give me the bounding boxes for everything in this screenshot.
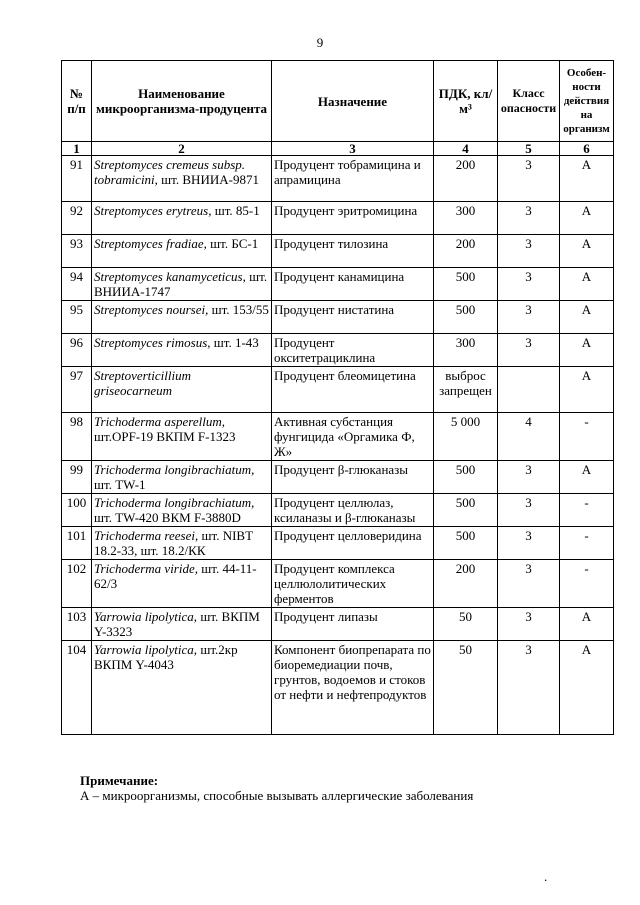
header-purpose: Назначение: [272, 61, 434, 142]
species-name: Streptomyces cremeus subsp. tobramicini,: [94, 157, 246, 187]
organism-name: [92, 494, 272, 527]
organism-name: [92, 301, 272, 334]
pdk-cell: 5 000: [434, 413, 498, 461]
row-number: 99: [62, 461, 92, 494]
pdk-cell: 500: [434, 527, 498, 560]
strain-id: шт. 44-11-62/3: [94, 561, 257, 591]
strain-id: шт. 85-1: [214, 203, 260, 218]
organism-name: [92, 235, 272, 268]
row-number: 97: [62, 367, 92, 413]
pdk-cell: выброс запрещен: [434, 367, 498, 413]
purpose-cell: Продуцент окситетрациклина: [272, 334, 434, 367]
organism-name: [92, 156, 272, 202]
class-cell: 3: [498, 156, 560, 202]
organism-name: [92, 268, 272, 301]
organism-name: [92, 527, 272, 560]
header-features: Особен-ности действия на организм: [560, 61, 614, 142]
feature-cell: -: [560, 527, 614, 560]
pdk-cell: 200: [434, 560, 498, 608]
organism-name: [92, 560, 272, 608]
pdk-cell: 500: [434, 461, 498, 494]
table-row: [62, 367, 614, 413]
table-row: [62, 268, 614, 301]
col-index: 4: [434, 142, 498, 156]
table-row: [62, 608, 614, 641]
table-row: [62, 301, 614, 334]
row-number: 94: [62, 268, 92, 301]
class-cell: 3: [498, 608, 560, 641]
species-name: Yarrowia lipolytica,: [94, 609, 198, 624]
purpose-cell: Продуцент канамицина: [272, 268, 434, 301]
table-row: [62, 413, 614, 461]
pdk-cell: 50: [434, 641, 498, 735]
purpose-cell: Продуцент целловеридина: [272, 527, 434, 560]
feature-cell: А: [560, 235, 614, 268]
organism-name: [92, 202, 272, 235]
strain-id: шт. 153/55: [211, 302, 269, 317]
row-number: 98: [62, 413, 92, 461]
species-name: Trichoderma longibrachiatum,: [94, 495, 255, 510]
col-index: 5: [498, 142, 560, 156]
pdk-cell: 500: [434, 494, 498, 527]
note-text: А – микроорганизмы, способные вызывать аллергические заболевания: [80, 788, 474, 803]
table-row: [62, 461, 614, 494]
pdk-cell: 200: [434, 235, 498, 268]
strain-id: шт. ВНИИА-9871: [161, 172, 259, 187]
class-cell: [498, 367, 560, 413]
class-cell: 3: [498, 461, 560, 494]
strain-id: шт. NIBT 18.2-33, шт. 18.2/КК: [94, 528, 253, 558]
species-name: Trichoderma viride,: [94, 561, 198, 576]
row-number: 95: [62, 301, 92, 334]
note-title: Примечание:: [80, 773, 159, 788]
feature-cell: А: [560, 367, 614, 413]
species-name: Trichoderma asperellum,: [94, 414, 225, 429]
strain-id: шт. TW-1: [94, 477, 146, 492]
species-name: Streptomyces erytreus,: [94, 203, 212, 218]
strain-id: шт.2кр ВКПМ Y-4043: [94, 642, 238, 672]
col-index: 6: [560, 142, 614, 156]
row-number: 103: [62, 608, 92, 641]
species-name: Trichoderma longibrachiatum,: [94, 462, 255, 477]
row-number: 102: [62, 560, 92, 608]
organism-name: [92, 608, 272, 641]
feature-cell: А: [560, 334, 614, 367]
species-name: Streptomyces rimosus,: [94, 335, 211, 350]
strain-id: шт. БС-1: [210, 236, 259, 251]
species-name: Streptomyces kanamyceticus,: [94, 269, 246, 284]
organism-name: [92, 461, 272, 494]
header-num: № п/п: [62, 61, 92, 142]
table-row: [62, 527, 614, 560]
purpose-cell: Продуцент блеомицетина: [272, 367, 434, 413]
class-cell: 3: [498, 527, 560, 560]
organism-name: [92, 367, 272, 413]
species-name: Yarrowia lipolytica,: [94, 642, 198, 657]
species-name: Streptoverticillium griseocarneum: [94, 368, 191, 398]
organism-name: [92, 413, 272, 461]
pdk-cell: 300: [434, 334, 498, 367]
class-cell: 3: [498, 202, 560, 235]
class-cell: 3: [498, 560, 560, 608]
species-name: Streptomyces fradiae,: [94, 236, 207, 251]
header-pdk: ПДК, кл/м³: [434, 61, 498, 142]
purpose-cell: Продуцент эритромицина: [272, 202, 434, 235]
class-cell: 3: [498, 268, 560, 301]
class-cell: 3: [498, 641, 560, 735]
organism-name: [92, 641, 272, 735]
microorganism-table: [61, 60, 614, 735]
pdk-cell: 300: [434, 202, 498, 235]
feature-cell: А: [560, 156, 614, 202]
class-cell: 4: [498, 413, 560, 461]
row-number: 100: [62, 494, 92, 527]
purpose-cell: Продуцент тобрамицина и апрамицина: [272, 156, 434, 202]
table-row: [62, 156, 614, 202]
row-number: 104: [62, 641, 92, 735]
feature-cell: -: [560, 560, 614, 608]
feature-cell: А: [560, 608, 614, 641]
strain-id: шт.OPF-19 ВКПМ F-1323: [94, 429, 236, 444]
feature-cell: А: [560, 268, 614, 301]
pdk-cell: 500: [434, 301, 498, 334]
column-index-row: [62, 142, 614, 156]
purpose-cell: Продуцент целлюлаз, ксиланазы и β-глюканазы: [272, 494, 434, 527]
class-cell: 3: [498, 494, 560, 527]
feature-cell: А: [560, 461, 614, 494]
pdk-cell: 50: [434, 608, 498, 641]
pdk-cell: 500: [434, 268, 498, 301]
table-row: [62, 641, 614, 735]
row-number: 101: [62, 527, 92, 560]
feature-cell: А: [560, 641, 614, 735]
table-row: [62, 560, 614, 608]
header-class: Класс опасности: [498, 61, 560, 142]
row-number: 92: [62, 202, 92, 235]
table-row: [62, 494, 614, 527]
class-cell: 3: [498, 235, 560, 268]
purpose-cell: Продуцент комплекса целлюлолитических ферментов: [272, 560, 434, 608]
table-row: [62, 235, 614, 268]
col-index: 1: [62, 142, 92, 156]
strain-id: шт. TW-420 ВКМ F-3880D: [94, 510, 241, 525]
purpose-cell: Продуцент липазы: [272, 608, 434, 641]
purpose-cell: Продуцент тилозина: [272, 235, 434, 268]
strain-id: шт. ВНИИА-1747: [94, 269, 268, 299]
table-row: [62, 202, 614, 235]
footer-mark: .: [544, 869, 548, 884]
purpose-cell: Активная субстанция фунгицида «Оргамика Ф, Ж»: [272, 413, 434, 461]
feature-cell: -: [560, 494, 614, 527]
row-number: 96: [62, 334, 92, 367]
purpose-cell: Продуцент нистатина: [272, 301, 434, 334]
page-number: 9: [316, 35, 324, 50]
purpose-cell: Продуцент β-глюканазы: [272, 461, 434, 494]
organism-name: [92, 334, 272, 367]
feature-cell: А: [560, 202, 614, 235]
strain-id: шт. 1-43: [213, 335, 259, 350]
col-index: 3: [272, 142, 434, 156]
row-number: 93: [62, 235, 92, 268]
feature-cell: А: [560, 301, 614, 334]
header-name: Наименование микроорганизма-продуцента: [92, 61, 272, 142]
strain-id: шт. ВКПМ Y-3323: [94, 609, 260, 639]
class-cell: 3: [498, 334, 560, 367]
feature-cell: -: [560, 413, 614, 461]
row-number: 91: [62, 156, 92, 202]
class-cell: 3: [498, 301, 560, 334]
pdk-cell: 200: [434, 156, 498, 202]
species-name: Trichoderma reesei,: [94, 528, 199, 543]
col-index: 2: [92, 142, 272, 156]
table-row: [62, 334, 614, 367]
header-row: [62, 61, 614, 142]
species-name: Streptomyces noursei,: [94, 302, 209, 317]
purpose-cell: Компонент биопрепарата по биоремедиации почв, грунтов, водоемов и стоков от нефти и нефтепродуктов: [272, 641, 434, 735]
